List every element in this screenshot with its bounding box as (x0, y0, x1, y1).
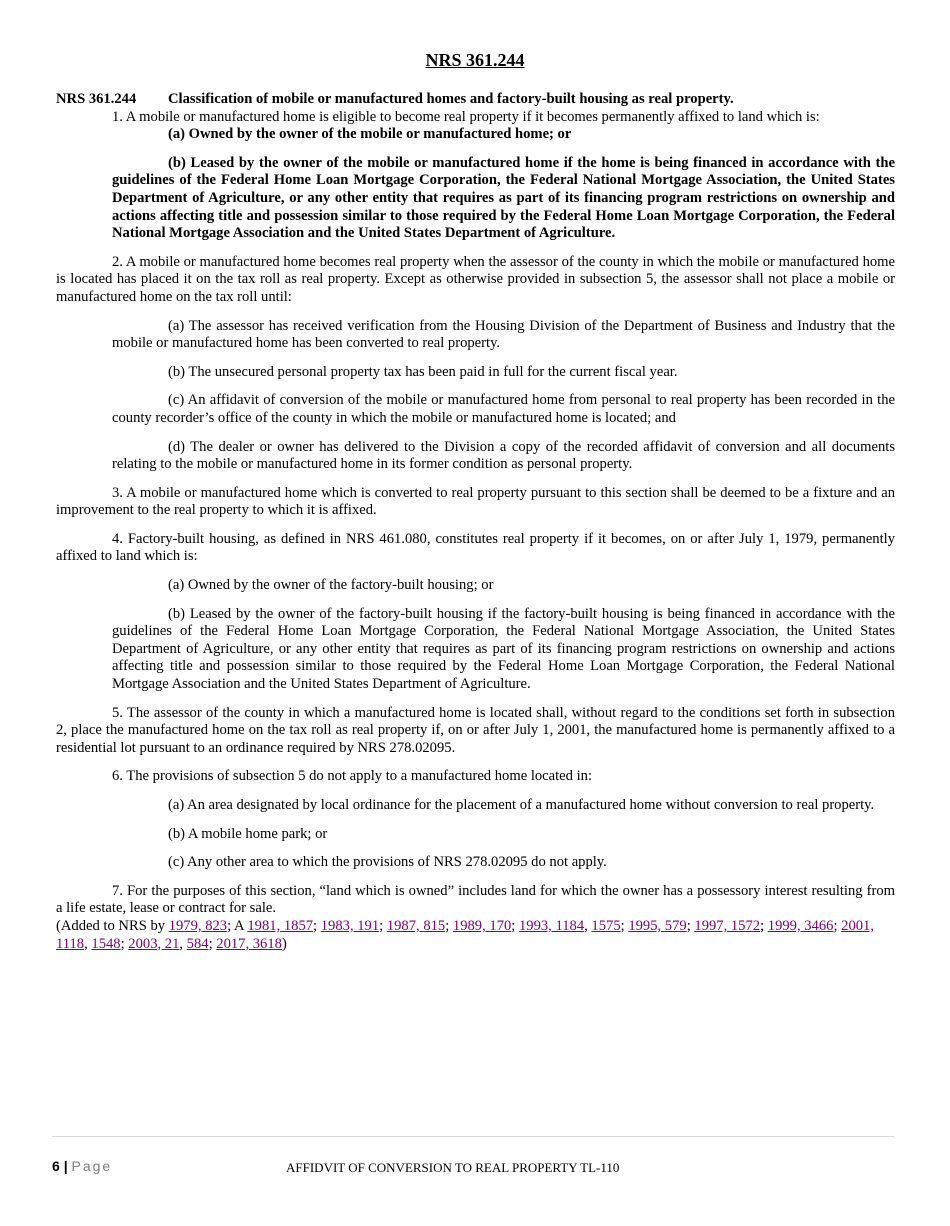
subsection-1: 1. A mobile or manufactured home is eligible to become real property if it becomes permanently affixed to land which is: (112, 108, 820, 125)
history-link[interactable]: 2003, 21 (128, 935, 180, 952)
page-number: 6 (52, 1158, 60, 1174)
subsection-2d: (d) The dealer or owner has delivered to the Division a copy of the recorded affidavit of conversion and all documents relating to the mobile or manufactured home in its former condition as personal property. (112, 438, 895, 473)
subsection-2: 2. A mobile or manufactured home becomes real property when the assessor of the county in which the mobile or manufactured home is located has placed it on the tax roll as real property. Except as otherwise provided in subsection 5, the assessor shall not place a mobile or manufactured home on the tax roll until: (56, 253, 895, 305)
footer-title: AFFIDVIT OF CONVERSION TO REAL PROPERTY TL-110 (286, 1160, 620, 1175)
page-word: Page (71, 1158, 113, 1174)
history-link[interactable]: 1983, 191 (320, 917, 380, 934)
page-title: NRS 361.244 (425, 50, 525, 70)
section-number: NRS 361.244 (56, 91, 137, 107)
history-link[interactable]: 1548 (91, 935, 121, 952)
subsection-6c: (c) Any other area to which the provisions of NRS 278.02095 do not apply. (168, 854, 607, 871)
subsection-1a: (a) Owned by the owner of the mobile or manufactured home; or (168, 126, 572, 143)
history-link[interactable]: 1987, 815 (386, 917, 446, 934)
subsection-1b: (b) Leased by the owner of the mobile or manufactured home if the home is being financed in accordance with the guidelines of the Federal Home Loan Mortgage Corporation, the Federal National Mortgage Association, the United States Department of Agriculture, or any other entity that requires as part of its financing program restrictions on ownership and actions affecting title and possession similar to those required by the Federal Home Loan Mortgage Corporation, the Federal National Mortgage Association and the United States Department of Agriculture. (112, 154, 895, 242)
section-heading (56, 91, 895, 109)
subsection-6b: (b) A mobile home park; or (168, 825, 328, 842)
statute-body (56, 91, 895, 953)
subsection-2c: (c) An affidavit of conversion of the mobile or manufactured home from personal to real property has been recorded in the county recorder’s office of the county in which the mobile or manufactured home is located; and (112, 392, 895, 426)
history-link[interactable]: 1995, 579 (628, 917, 687, 934)
history-link[interactable]: 1997, 1572 (694, 917, 761, 934)
history-prefix: (Added to NRS by (56, 917, 169, 934)
footer-divider (52, 1136, 894, 1137)
history-link[interactable]: 1981, 1857 (247, 917, 314, 934)
history-link[interactable]: 2001, 1118 (56, 917, 874, 952)
subsection-2a: (a) The assessor has received verification from the Housing Division of the Department of Business and Industry that the mobile or manufactured home has been converted to real property. (112, 317, 895, 352)
page-number-block (52, 1158, 112, 1176)
history-link[interactable]: 1575 (591, 917, 621, 934)
history-link[interactable]: 1993, 1184 (518, 917, 585, 934)
subsection-5: 5. The assessor of the county in which a manufactured home is located shall, without regard to the conditions set forth in subsection 2, place the manufactured home on the tax roll as real property if, on or after July 1, 2001, the manufactured home is permanently affixed to a residential lot pursuant to an ordinance required by NRS 278.02095. (56, 704, 895, 756)
history-amended: A (233, 917, 248, 934)
subsection-7: 7. For the purposes of this section, “land which is owned” includes land for which the owner has a possessory interest resulting from a life estate, lease or contract for sale. (56, 882, 895, 917)
subsection-4a: (a) Owned by the owner of the factory-built housing; or (168, 577, 494, 594)
subsection-4: 4. Factory-built housing, as defined in NRS 461.080, constitutes real property if it becomes, on or after July 1, 1979, permanently affixed to land which is: (56, 530, 895, 565)
history-suffix: ) (281, 935, 287, 952)
subsection-6: 6. The provisions of subsection 5 do not apply to a manufactured home located in: (112, 768, 593, 785)
section-title: Classification of mobile or manufactured homes and factory-built housing as real property. (168, 91, 734, 107)
history-link[interactable]: 584 (186, 935, 209, 952)
page-footer (52, 1158, 894, 1178)
history-link[interactable]: 1979, 823 (168, 917, 228, 934)
page-separator: | (63, 1158, 68, 1174)
history-link[interactable]: 1999, 3466 (767, 917, 834, 934)
legislative-history: (Added to NRS by 1979, 823; A 1981, 1857; 1983, 191; 1987, 815; 1989, 170; 1993, 1184, 1575; 1995, 579; 1997, 1572; 1999, 3466; 2001, 1118, 1548; 2003, 21, 584; 2017, 3618) (56, 917, 874, 952)
subsection-2b: (b) The unsecured personal property tax has been paid in full for the current fiscal year. (168, 363, 678, 380)
subsection-3: 3. A mobile or manufactured home which is converted to real property pursuant to this section shall be deemed to be a fixture and an improvement to the real property to which it is affixed. (56, 484, 895, 519)
history-link[interactable]: 1989, 170 (452, 917, 512, 934)
history-link[interactable]: 2017, 3618 (216, 935, 282, 952)
subsection-4b: (b) Leased by the owner of the factory-built housing if the factory-built housing is being financed in accordance with the guidelines of the Federal Home Loan Mortgage Corporation, the Federal National Mortgage Association, the United States Department of Agriculture, or any other entity that requires as part of its financing program restrictions on ownership and actions affecting title and possession similar to those required by the Federal Home Loan Mortgage Corporation, the Federal National Mortgage Association and the United States Department of Agriculture. (112, 605, 895, 693)
subsection-6a: (a) An area designated by local ordinance for the placement of a manufactured home without conversion to real property. (168, 797, 875, 813)
